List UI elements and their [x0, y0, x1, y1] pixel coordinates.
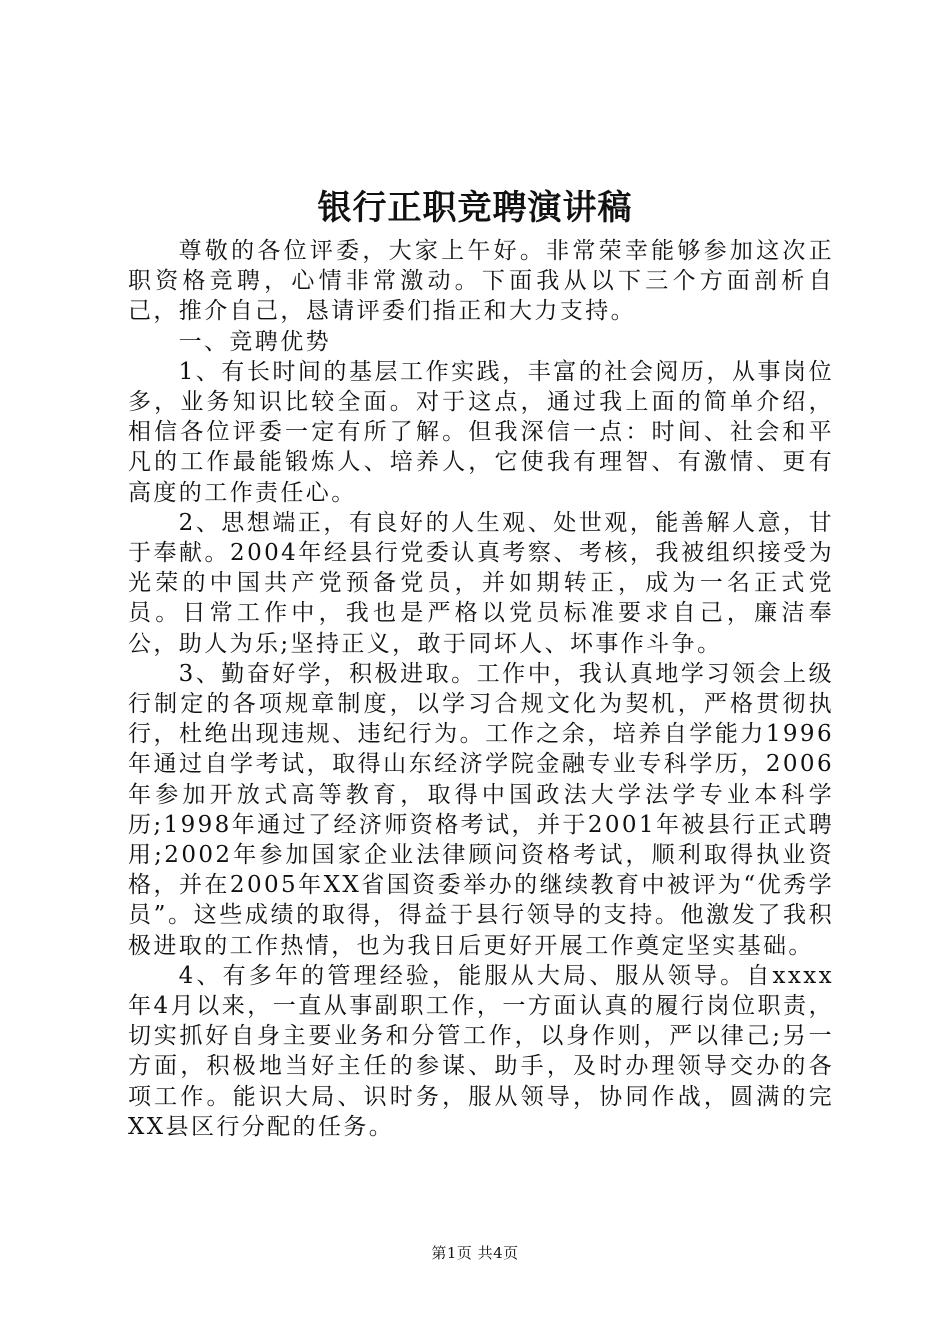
paragraph-advantage-1: 1、有长时间的基层工作实践，丰富的社会阅历，从事岗位多，业务知识比较全面。对于这点，通过我上面的简单介绍，相信各位评委一定有所了解。但我深信一点：时间、社会和平凡的工作最能锻炼人、培养人，它使我有理智、有激情、更有高度的工作责任心。 — [128, 358, 834, 506]
document-title: 银行正职竞聘演讲稿 — [317, 188, 633, 228]
document-body — [128, 236, 834, 1142]
section-heading-advantages: 一、竞聘优势 — [178, 328, 331, 355]
page-number-footer: 第1页 共4页 — [431, 1244, 519, 1262]
paragraph-advantage-4: 4、有多年的管理经验，能服从大局、服从领导。自xxxx年4月以来，一直从事副职工作，一方面认真的履行岗位职责，切实抓好自身主要业务和分管工作，以身作则，严以律己;另一方面，积极地当好主任的参谋、助手，及时办理领导交办的各项工作。能识大局、识时务，服从领导，协同作战，圆满的完XX县区行分配的任务。 — [128, 962, 834, 1140]
paragraph-advantage-2: 2、思想端正，有良好的人生观、处世观，能善解人意，甘于奉献。2004年经县行党委认真考察、考核，我被组织接受为光荣的中国共产党预备党员，并如期转正，成为一名正式党员。日常工作中，我也是严格以党员标准要求自己，廉洁奉公，助人为乐;坚持正义，敢于同坏人、坏事作斗争。 — [128, 509, 834, 657]
paragraph-advantage-3: 3、勤奋好学，积极进取。工作中，我认真地学习领会上级行制定的各项规章制度，以学习合规文化为契机，严格贯彻执行，杜绝出现违规、违纪行为。工作之余，培养自学能力1996年通过自学考试，取得山东经济学院金融专业专科学历，2006年参加开放式高等教育，取得中国政法大学法学专业本科学历;1998年通过了经济师资格考试，并于2001年被县行正式聘用;2002年参加国家企业法律顾问资格考试，顺利取得执业资格，并在2005年XX省国资委举办的继续教育中被评为“优秀学员”。这些成绩的取得，得益于县行领导的支持。他激发了我积极进取的工作热情，也为我日后更好开展工作奠定坚实基础。 — [128, 660, 834, 959]
paragraph-greeting: 尊敬的各位评委，大家上午好。非常荣幸能够参加这次正职资格竞聘，心情非常激动。下面我从以下三个方面剖析自己，推介自己，恳请评委们指正和大力支持。 — [128, 238, 834, 325]
